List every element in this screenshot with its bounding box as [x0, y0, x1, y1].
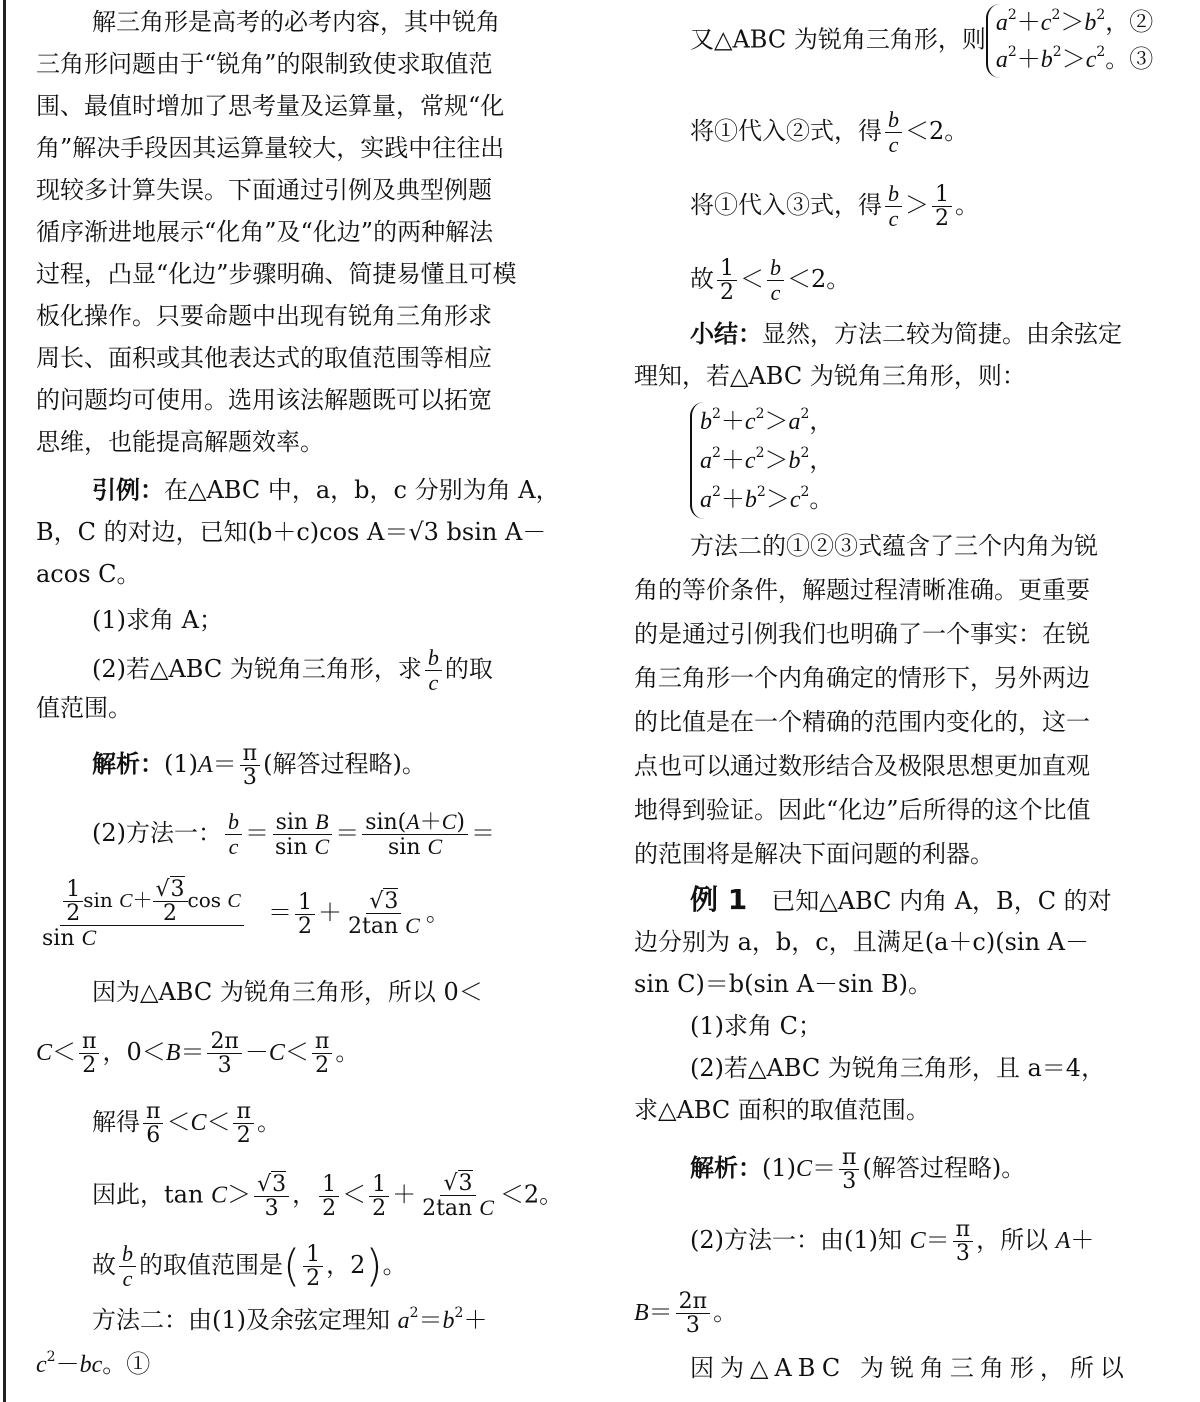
because-line1: 因为△ABC 为锐角三角形，所以 0＜ [92, 978, 483, 1006]
example1-method1-line1: (2)方法一：由(1)知 C＝ $\frac{\pi}{3}$ ，所以 A＋ [690, 1217, 1095, 1267]
example1-line1 [634, 880, 1170, 921]
intro-line: 思维，也能提高解题效率。 [36, 428, 324, 456]
example1-line3: sin C)＝b(sin A－sin B)。 [634, 970, 933, 998]
yinli-line1 [36, 470, 574, 510]
intro-line: 循序渐进地展示“化角”及“化边”的两种解法 [36, 218, 494, 246]
para-line: 角三角形一个内角确定的情形下，另外两边 [634, 664, 1090, 692]
para-line: 的范围将是解决下面问题的利器。 [634, 840, 994, 868]
yinli-label: 引例： [92, 476, 164, 504]
para-line: 方法二的①②③式蕴含了三个内角为锐 [690, 532, 1098, 560]
para-line: 点也可以通过数形结合及极限思想更加直观 [634, 752, 1090, 780]
summary-line1 [634, 314, 1170, 354]
example1-q1: (1)求角 C； [690, 1012, 822, 1040]
substitute-line2: 将①代入③式，得 $\frac{b}{c}$ ＞ $\frac{1}{2}$ 。 [690, 181, 979, 232]
intro-line: 周长、面积或其他表达式的取值范围等相应 [36, 344, 492, 372]
para-line: 角的等价条件，解题过程清晰准确。更重要 [634, 576, 1090, 604]
conclusion-line: 故 $\frac{1}{2}$ ＜ $\frac{b}{c}$ ＜2。 [690, 255, 851, 306]
para-line: 地得到验证。因此“化边”后所得的这个比值 [634, 796, 1091, 824]
example1-last-line: 因为△ABC 为锐角三角形，所以 [690, 1354, 1130, 1382]
intro-line: 解三角形是高考的必考内容，其中锐角 [92, 8, 500, 36]
para-line: 的比值是在一个精确的范围内变化的，这一 [634, 708, 1090, 736]
intro-line: 角”解决手段因其运算量较大，实践中往往出 [36, 134, 505, 162]
summary-line2: 理知，若△ABC 为锐角三角形，则： [634, 362, 1026, 390]
example1-q2-line1: (2)若△ABC 为锐角三角形，且 a＝4， [690, 1054, 1106, 1082]
example1-label: 例 1 [690, 883, 748, 916]
example1-method1-line2: B＝ $\frac{2\pi}{3}$ 。 [634, 1289, 738, 1339]
solve-line: 解得 $\frac{\pi}{6}$ ＜C＜ $\frac{\pi}{2}$ 。 [92, 1099, 281, 1149]
fraction-b-over-c: $\frac{b}{c}$ [425, 646, 442, 695]
hence-line: 因此，tan C＞ $\frac{√3}{3}$ ， $\frac{1}{2}$ ＜ $\frac{1}{2}$ ＋ $\frac{√3}{\text{2tan C}}$ ＜2。 [92, 1171, 564, 1222]
summary-text: 显然，方法二较为简捷。由余弦定 [762, 320, 1122, 348]
example1-line2: 边分别为 a，b，c，且满足(a＋c)(sin A－ [634, 928, 1089, 956]
method2-line1: 方法二：由(1)及余弦定理知 $a^2=b^2+$ [92, 1305, 488, 1334]
yinli-line2: B，C 的对边，已知(b＋c)cos A＝√3 bsin A－ [36, 518, 547, 546]
example1-jiexi-math: (1)C＝ $\frac{\pi}{3}$ (解答过程略)。 [762, 1145, 1026, 1195]
range-line: 故 $\frac{b}{c}$ 的取值范围是( $\frac{1}{2}$ ，2)。 [92, 1240, 407, 1292]
intro-line: 三角形问题由于“锐角”的限制致使求取值范 [36, 50, 493, 78]
summary-label: 小结： [690, 320, 762, 348]
question-1: (1)求角 A； [92, 606, 223, 634]
substitute-line1: 将①代入②式，得 $\frac{b}{c}$ ＜2。 [690, 107, 969, 158]
question-2-line2: 值范围。 [36, 694, 132, 722]
example1-text: 已知△ABC 内角 A，B，C 的对 [771, 887, 1112, 915]
para-line: 的是通过引例我们也明确了一个事实：在锐 [634, 620, 1090, 648]
question-2-text: (2)若△ABC 为锐角三角形，求 [92, 655, 422, 684]
method1-label: (2)方法一： [92, 819, 222, 848]
page-edge-line [3, 0, 6, 1402]
method1-line [36, 810, 574, 859]
method1-formula: $\frac{b}{c}$ ＝ $\frac{\text{sin B}}{\text{sin C}}$ ＝ $\frac{\sin(A+C)}{\text{sin C}}$ ＝ [222, 819, 495, 847]
summary-system: $b^2+c^2>a^2$， $a^2+c^2>b^2$， $a^2+b^2>c^2$。 [634, 402, 1170, 519]
system-intro: 又△ABC 为锐角三角形，则 [690, 25, 986, 54]
example1-jiexi [634, 1146, 1170, 1193]
intro-line: 的问题均可使用。选用该法解题既可以拓宽 [36, 386, 492, 414]
jiexi-line [36, 742, 574, 789]
because-line2: C＜ $\frac{\pi}{2}$ ，0＜B＝ $\frac{2\pi}{3}$ －C＜ $\frac{\pi}{2}$ 。 [36, 1029, 360, 1079]
intro-line: 过程，凸显“化边”步骤明确、简捷易懂且可模 [36, 260, 517, 288]
method1-formula2: $\frac{1}{2}$ sin C＋ $\frac{√3}{2}$ cos C sin C ＝ $\frac{1}{2}$ ＋ $\frac{√3}{\text{2tan C}}$ 。 [42, 877, 450, 952]
example1-jiexi-label: 解析： [690, 1154, 762, 1183]
jiexi-math: (1)A＝ $\frac{\pi}{3}$ (解答过程略)。 [164, 741, 426, 791]
method2-line2: $c^2-bc$。① [36, 1349, 151, 1378]
jiexi-label: 解析： [92, 750, 164, 779]
question-2-tail: 的取 [444, 655, 493, 684]
intro-line: 现较多计算失误。下面通过引例及典型例题 [36, 176, 492, 204]
yinli-text: 在△ABC 中，a，b，c 分别为角 A， [164, 476, 560, 504]
intro-line: 板化操作。只要命题中出现有锐角三角形求 [36, 302, 492, 330]
intro-line: 围、最值时增加了思考量及运算量，常规“化 [36, 92, 505, 120]
inequality-system: $a^2+c^2>b^2$，② $a^2+b^2>c^2$。③ [986, 4, 1153, 78]
yinli-line3: acos C。 [36, 560, 141, 588]
system-line [634, 4, 1170, 78]
example1-q2-line2: 求△ABC 面积的取值范围。 [634, 1096, 930, 1124]
